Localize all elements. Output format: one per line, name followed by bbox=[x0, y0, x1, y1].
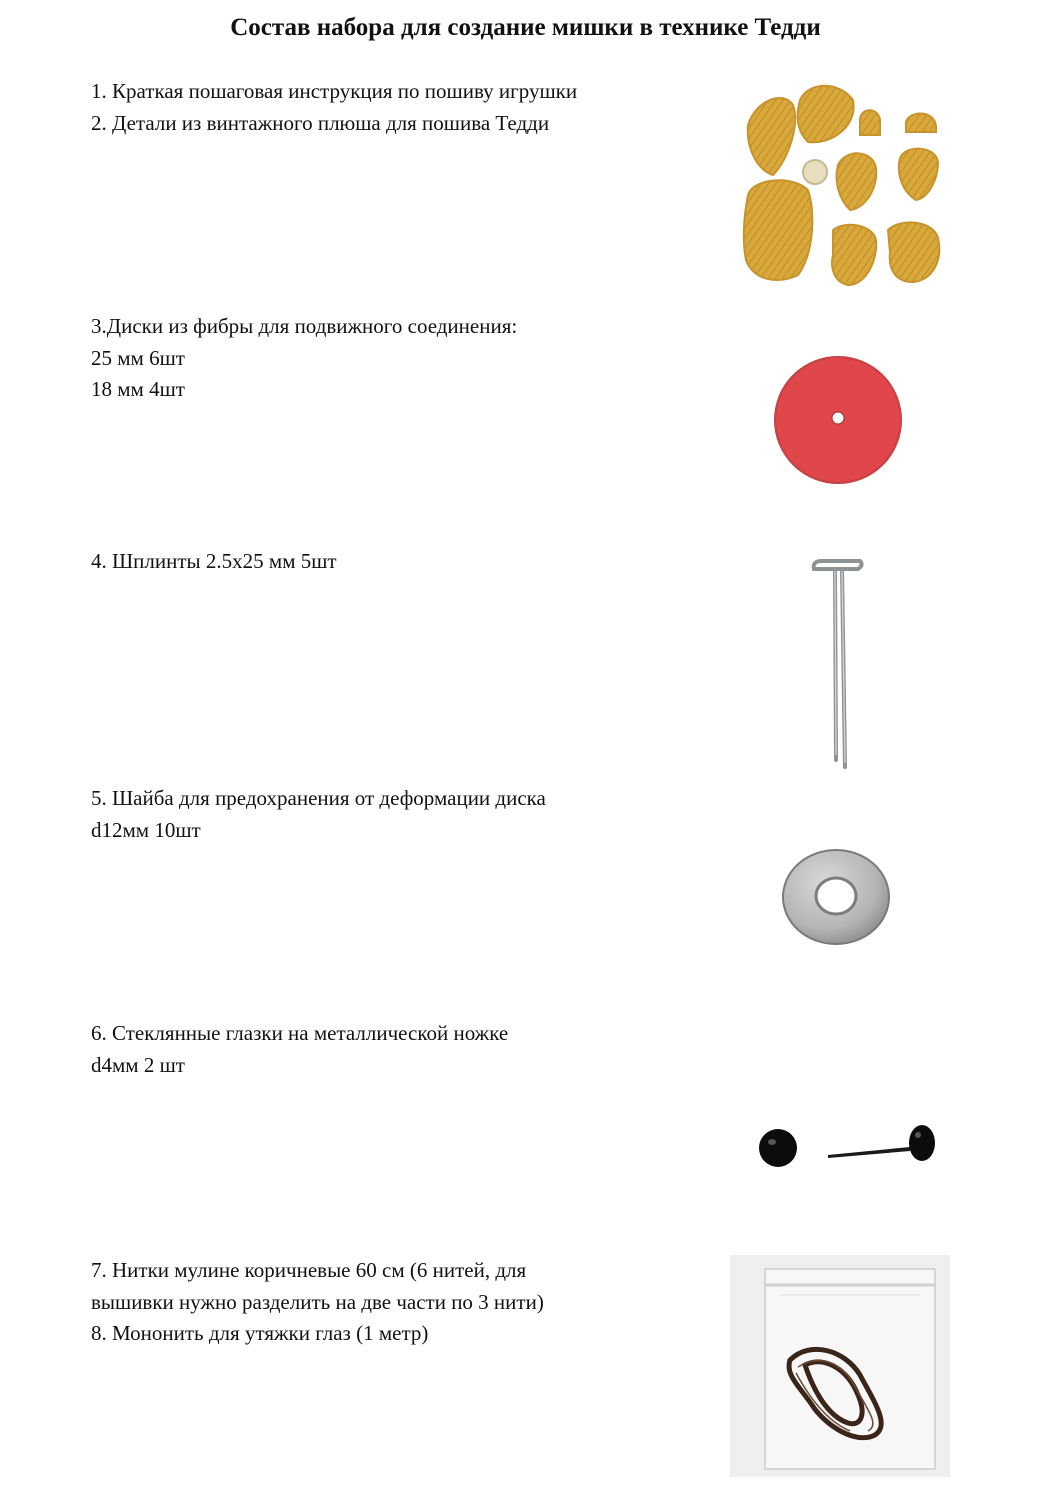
kit-item-6 bbox=[91, 1018, 711, 1081]
glass-eyes-image bbox=[750, 1115, 950, 1175]
text-line: 25 мм 6шт bbox=[91, 345, 185, 370]
text-line: d4мм 2 шт bbox=[91, 1052, 185, 1077]
text-line: 18 мм 4шт bbox=[91, 377, 185, 401]
text-line: 7. Нитки мулине коричневые 60 см (6 нитей, для bbox=[91, 1258, 527, 1282]
plush-pattern-pieces-image bbox=[738, 80, 948, 290]
text-line: 8. Мононить для утяжки глаз (1 метр) bbox=[91, 1321, 429, 1345]
cotter-pin-image bbox=[800, 555, 880, 780]
kit-item-4 bbox=[91, 546, 711, 578]
text-line: 2. Детали из винтажного плюша для пошива Тедди bbox=[91, 110, 550, 135]
thread-in-bag-image bbox=[730, 1255, 950, 1477]
kit-item-7-8 bbox=[91, 1255, 711, 1350]
text-line: 4. Шплинты 2.5х25 мм 5шт bbox=[91, 549, 337, 573]
text-line: вышивки нужно разделить на две части по 3 нити) bbox=[91, 1289, 544, 1314]
page-title: Состав набора для создание мишки в технике Тедди bbox=[230, 14, 821, 41]
kit-item-3 bbox=[91, 311, 711, 406]
text-line: 1. Краткая пошаговая инструкция по пошиву игрушки bbox=[91, 79, 578, 103]
kit-item-5 bbox=[91, 783, 711, 846]
kit-item-1-2 bbox=[91, 76, 711, 139]
text-line: d12мм 10шт bbox=[91, 817, 201, 842]
metal-washer-image bbox=[780, 847, 892, 947]
red-fiber-disc-image bbox=[772, 354, 904, 486]
text-line: 6. Стеклянные глазки на металлической ножке bbox=[91, 1021, 509, 1045]
text-line: 3.Диски из фибры для подвижного соединения: bbox=[91, 314, 518, 338]
text-line: 5. Шайба для предохранения от деформации диска bbox=[91, 786, 546, 810]
